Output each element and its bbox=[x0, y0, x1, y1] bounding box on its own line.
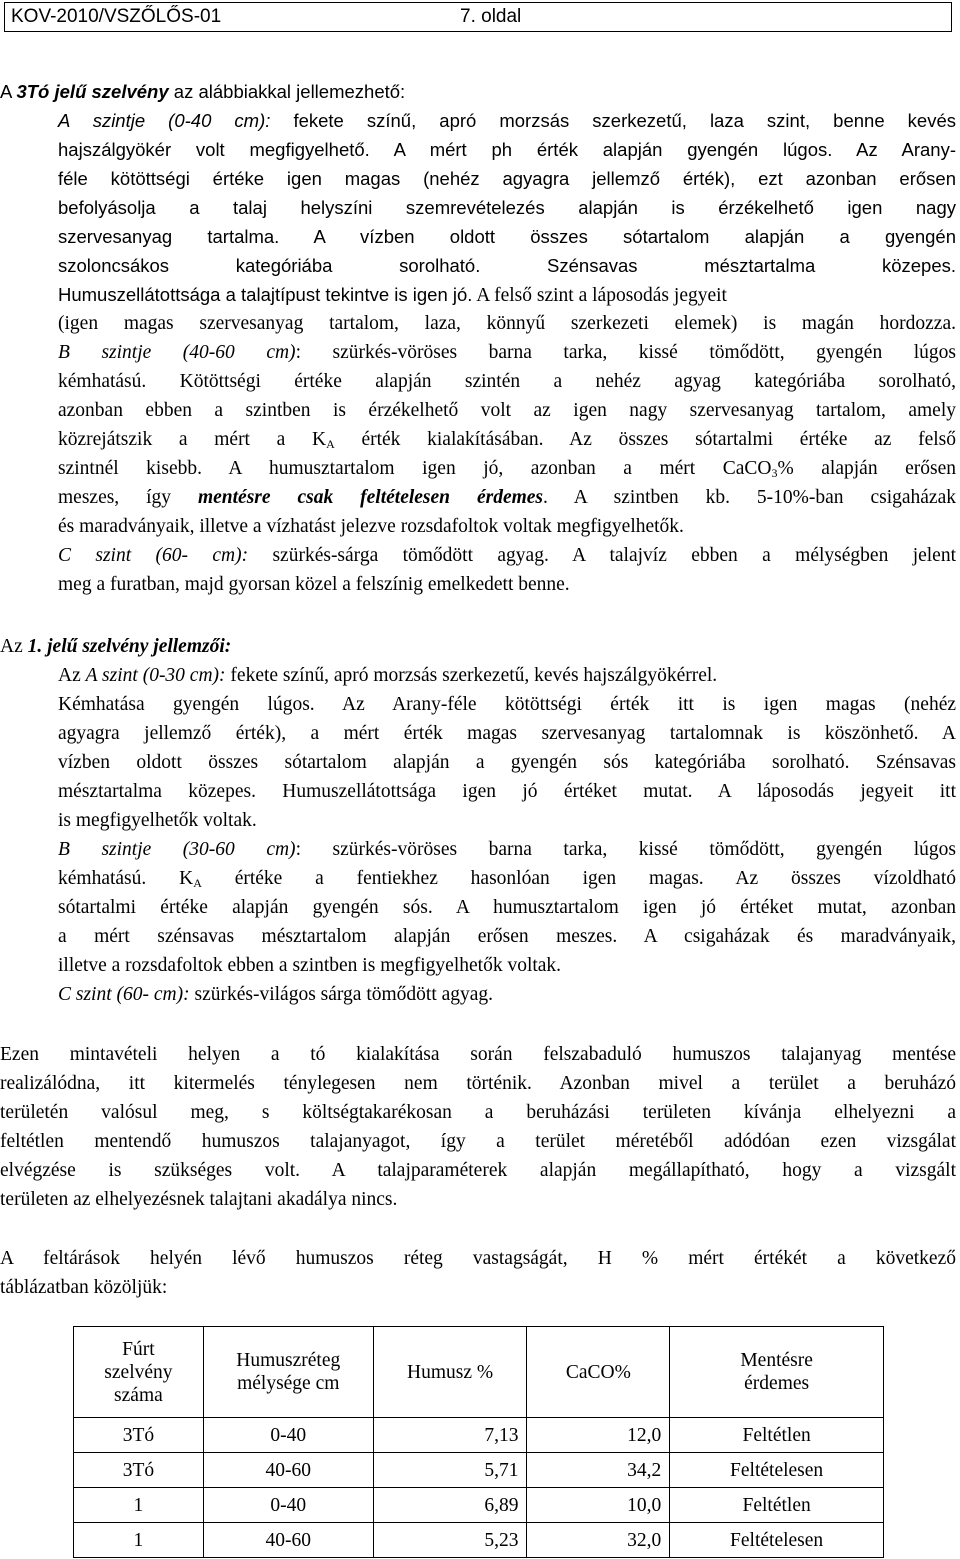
profile-3to-line: szervesanyag tartalma. A vízben oldott összes sótartalom alapján a gyengén bbox=[58, 226, 956, 247]
table-cell: 10,0 bbox=[527, 1488, 670, 1523]
paragraph-line: feltétlen mentendő humuszos talajanyagot, így a terület méretéből adódóan ezen vizsgálat bbox=[0, 1131, 956, 1152]
table-cell: Feltételesen bbox=[670, 1523, 884, 1558]
paragraph-line: Ezen mintavételi helyen a tó kialakítása során felszabaduló humuszos talajanyag mentése bbox=[0, 1044, 956, 1065]
profile-1-line: kémhatású. $K_A$ értéke a fentiekhez hasonlóan igen magas. Az összes vízoldható bbox=[58, 868, 956, 890]
table-header-row bbox=[74, 1327, 884, 1418]
profile-1-line: is megfigyelhetők voltak. bbox=[58, 810, 257, 831]
profile-3to-line: meszes, így mentésre csak feltételesen érdemes. A szintben kb. 5-10%-ban csigaházak bbox=[58, 487, 956, 508]
table-cell: 3Tó bbox=[74, 1453, 204, 1488]
header-cell: Fúrt szelvény száma bbox=[74, 1327, 204, 1418]
profile-1-line: C szint (60- cm): szürkés-világos sárga tömődött agyag. bbox=[58, 984, 494, 1005]
table-cell: Feltétlen bbox=[670, 1418, 884, 1453]
profile-3to-line: hajszálgyökér volt megfigyelhető. A mért ph érték alapján gyengén lúgos. Az Arany- bbox=[58, 139, 956, 160]
table-cell: 40-60 bbox=[203, 1523, 373, 1558]
table-row bbox=[74, 1418, 884, 1453]
profile-3to-line: és maradványaik, illetve a vízhatást jelezve rozsdafoltok voltak megfigyelhetők. bbox=[58, 516, 684, 537]
table-cell: 32,0 bbox=[527, 1523, 670, 1558]
profile-3to-line: kémhatású. Kötöttségi értéke alapján szintén a nehéz agyag kategóriába sorolható, bbox=[58, 371, 956, 392]
profile-3to-line: szintnél kisebb. A humusztartalom igen jó, azonban a mért CaCO$_3$% alapján erősen bbox=[58, 458, 956, 480]
profile-3to-line: féle kötöttségi értéke igen magas (nehéz agyagra jellemző érték), ezt azonban erősen bbox=[58, 168, 956, 189]
paragraph-line: területen az elhelyezésnek talajtani akadálya nincs. bbox=[0, 1189, 398, 1210]
profile-1-line: sótartalmi értéke alapján gyengén sós. A humusztartalom igen jó értéket mutat, azonban bbox=[58, 897, 956, 918]
table-cell: 0-40 bbox=[203, 1488, 373, 1523]
table-cell: 5,23 bbox=[373, 1523, 527, 1558]
profile-3to-line: közrejátszik a mért a $K_A$ érték kialakításában. Az összes sótartalmi értéke az felső bbox=[58, 429, 956, 451]
paragraph-line: realizálódna, itt kitermelés ténylegesen nem történik. Azonban mivel a terület a beruházó bbox=[0, 1073, 956, 1094]
profile-3to-line: szoloncsákos kategóriába sorolható. Szénsavas mésztartalma közepes. bbox=[58, 255, 956, 276]
profile-1-line: Kémhatása gyengén lúgos. Az Arany-féle kötöttségi érték itt is igen magas (nehéz bbox=[58, 694, 956, 715]
table-row bbox=[74, 1488, 884, 1523]
table-cell: 0-40 bbox=[203, 1418, 373, 1453]
profile-1-line: mésztartalma közepes. Humuszellátottsága igen jó értéket mutat. A láposodás jegyeit itt bbox=[58, 781, 956, 802]
profile-3to-line: azonban ebben a szintben is érzékelhető volt az igen nagy szervesanyag tartalom, amely bbox=[58, 400, 956, 421]
table-cell: 40-60 bbox=[203, 1453, 373, 1488]
table-cell: 7,13 bbox=[373, 1418, 527, 1453]
paragraph-line: táblázatban közöljük: bbox=[0, 1277, 168, 1298]
table-cell: 12,0 bbox=[527, 1418, 670, 1453]
table-cell: Feltételesen bbox=[670, 1453, 884, 1488]
header-cell: Humuszréteg mélysége cm bbox=[203, 1327, 373, 1418]
profile-1-line: Az A szint (0-30 cm): fekete színű, apró morzsás szerkezetű, kevés hajszálgyökérrel. bbox=[58, 665, 718, 686]
profile-3to-line: (igen magas szervesanyag tartalom, laza, könnyű szerkezeti elemek) is magán hordozza. bbox=[58, 313, 956, 334]
header-cell: Humusz % bbox=[373, 1327, 527, 1418]
table-cell: 6,89 bbox=[373, 1488, 527, 1523]
profile-3to-line: B szintje (40-60 cm): szürkés-vöröses barna tarka, kissé tömődött, gyengén lúgos bbox=[58, 342, 957, 363]
paragraph-line: területén valósul meg, s költségtakarékosan a beruházási területen kívánja elhelyezni a bbox=[0, 1102, 956, 1123]
header-cell: Mentésre érdemes bbox=[670, 1327, 884, 1418]
table-cell: 1 bbox=[74, 1523, 204, 1558]
header-cell: CaCO% bbox=[527, 1327, 670, 1418]
table-cell: Feltétlen bbox=[670, 1488, 884, 1523]
profile-3to-line: befolyásolja a talaj helyszíni szemrevételezés alapján is érzékelhető igen nagy bbox=[58, 197, 956, 218]
profile-1-line: B szintje (30-60 cm): szürkés-vöröses barna tarka, kissé tömődött, gyengén lúgos bbox=[58, 839, 957, 860]
page-number: 7. oldal bbox=[460, 6, 522, 27]
table-cell: 34,2 bbox=[527, 1453, 670, 1488]
table-cell: 5,71 bbox=[373, 1453, 527, 1488]
table-cell: 1 bbox=[74, 1488, 204, 1523]
table-row bbox=[74, 1453, 884, 1488]
document-code: KOV-2010/VSZŐLŐS-01 bbox=[11, 6, 222, 27]
profile-1-intro: Az 1. jelű szelvény jellemzői: bbox=[0, 636, 232, 657]
profile-3to-intro: A 3Tó jelű szelvény az alábbiakkal jellemezhető: bbox=[0, 81, 406, 102]
paragraph-line: A feltárások helyén lévő humuszos réteg vastagságát, H % mért értékét a következő bbox=[0, 1248, 956, 1269]
profile-3to-line: meg a furatban, majd gyorsan közel a felszínig emelkedett benne. bbox=[58, 574, 570, 595]
profile-1-line: vízben oldott összes sótartalom alapján a gyengén sós kategóriába sorolható. Szénsavas bbox=[58, 752, 956, 773]
profile-3to-line: C szint (60- cm): szürkés-sárga tömődött agyag. A talajvíz ebben a mélységben jelent bbox=[58, 545, 957, 566]
profile-3to-line: Humuszellátottsága a talajtípust tekintve is igen jó. A felső szint a láposodás jegyeit bbox=[58, 284, 727, 306]
humus-table bbox=[73, 1326, 884, 1558]
page-header bbox=[4, 2, 952, 32]
paragraph-line: elvégzése is szükséges volt. A talajparaméterek alapján megállapítható, hogy a vizsgált bbox=[0, 1160, 956, 1181]
table-cell: 3Tó bbox=[74, 1418, 204, 1453]
table-row bbox=[74, 1523, 884, 1558]
profile-1-line: a mért szénsavas mésztartalom alapján erősen meszes. A csigaházak és maradványaik, bbox=[58, 926, 956, 947]
profile-3to-line: A szintje (0-40 cm): fekete színű, apró morzsás szerkezetű, laza szint, benne kevés bbox=[58, 110, 956, 131]
profile-1-line: agyagra jellemző érték), a mért érték magas szervesanyag tartalomnak is köszönhető. A bbox=[58, 723, 956, 744]
profile-1-line: illetve a rozsdafoltok ebben a szintben is megfigyelhetők voltak. bbox=[58, 955, 562, 976]
